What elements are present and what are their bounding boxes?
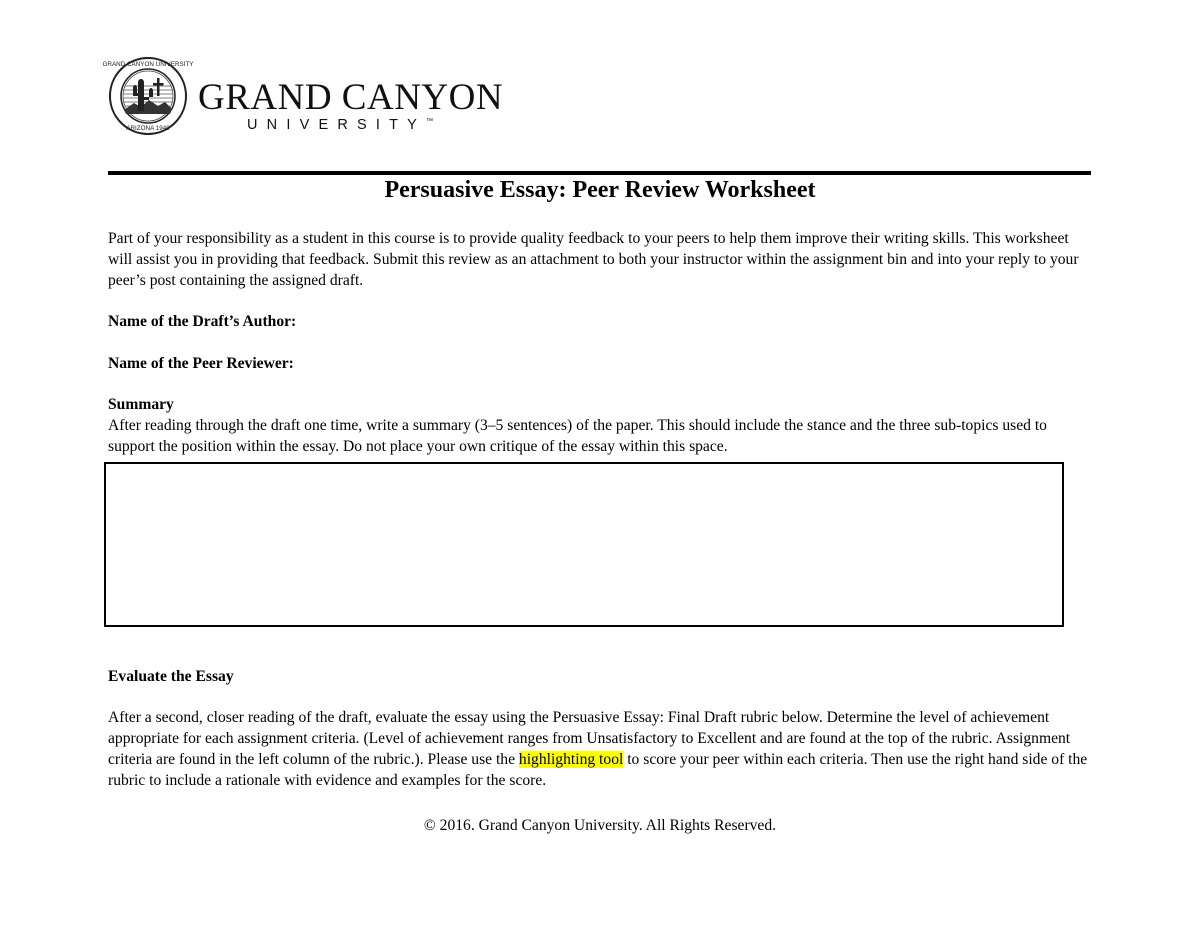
summary-heading: Summary: [108, 396, 174, 413]
seal-text-bottom: ARIZONA 1949: [126, 125, 170, 132]
copyright-footer: © 2016. Grand Canyon University. All Rights Reserved.: [423, 817, 777, 834]
page-title: Persuasive Essay: Peer Review Worksheet: [384, 177, 816, 203]
intro-paragraph: Part of your responsibility as a student in this course is to provide quality feedback to your peers to help them improve their writing skills. This worksheet will assist you in providing that feedback. Submit this review as an attachment to both your instructor within the assignment bin and into your reply to your peer’s post containing the assigned draft.: [108, 230, 1079, 289]
summary-text-box[interactable]: [104, 462, 1064, 627]
university-seal-icon: [102, 56, 194, 136]
evaluate-heading: Evaluate the Essay: [108, 668, 234, 685]
evaluate-paragraph: [108, 707, 1093, 791]
author-name-label: Name of the Draft’s Author:: [108, 313, 297, 330]
wordmark-subtitle-text: UNIVERSITY: [247, 117, 427, 133]
wordmark: [198, 77, 504, 133]
wordmark-subtitle: [247, 117, 503, 133]
evaluate-text-before: After a second, closer reading of the draft, evaluate the essay using the Persuasive Essay: Final Draft rubric below. Determine the level of achievement appropriate for each assignment criteria. (Level of achievement ranges from Unsatisfactory to Excellent and are found at the top of the rubric. Assignment criteria are found in the left column of the rubric.). Please use the: [108, 709, 1071, 768]
trademark-symbol: ™: [426, 118, 434, 126]
wordmark-title: GRAND CANYON: [198, 77, 504, 118]
evaluate-text-after: to score your peer within each criteria. Then use the right hand side of the rubric to include a rationale with evidence and examples for the score.: [108, 751, 1088, 789]
highlighting-tool-highlight: highlighting tool: [518, 751, 624, 768]
reviewer-name-label: Name of the Peer Reviewer:: [108, 355, 294, 372]
summary-instructions: After reading through the draft one time, write a summary (3–5 sentences) of the paper. This should include the stance and the three sub-topics used to support the position within the essay. Do not place your own critique of the essay within this space.: [108, 417, 1047, 455]
university-logo: [102, 56, 508, 136]
seal-text-top: GRAND CANYON UNIVERSITY: [102, 61, 194, 68]
